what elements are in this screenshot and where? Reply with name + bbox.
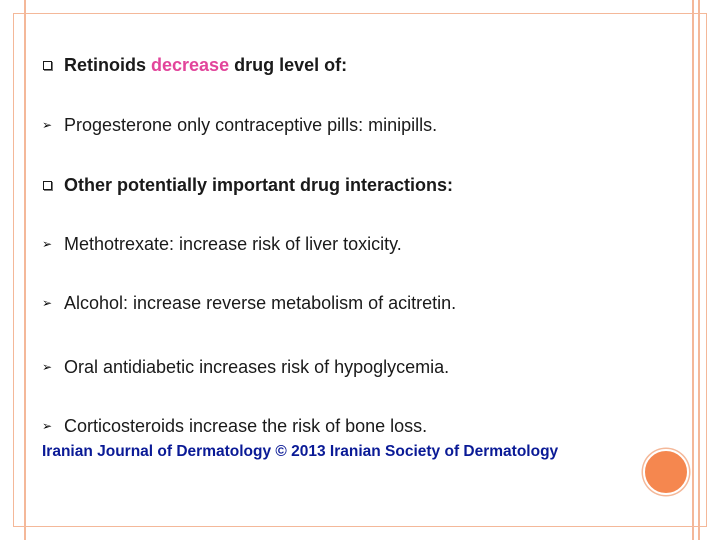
list-item	[42, 413, 427, 439]
arrow-bullet-icon: ➢	[42, 118, 53, 132]
list-item-text: Alcohol: increase reverse metabolism of acitretin.	[64, 292, 457, 313]
arrow-bullet-icon: ➢	[42, 419, 53, 433]
list-item-text: Methotrexate: increase risk of liver toxicity.	[64, 233, 402, 254]
list-item	[42, 354, 449, 380]
square-bullet-icon	[42, 61, 64, 70]
list-item	[42, 172, 453, 198]
list-item-text: Retinoids decrease drug level of:	[64, 54, 348, 75]
list-item-text: Oral antidiabetic increases risk of hypoglycemia.	[64, 356, 450, 377]
citation-text: Iranian Journal of Dermatology © 2013 Iranian Society of Dermatology	[42, 443, 559, 460]
list-item-text: Other potentially important drug interactions:	[64, 174, 454, 195]
list-item-text: Corticosteroids increase the risk of bone loss.	[64, 415, 428, 436]
arrow-bullet-icon: ➢	[42, 296, 53, 310]
list-item	[42, 290, 456, 316]
arrow-bullet-icon: ➢	[42, 237, 53, 251]
list-item-text: Progesterone only contraceptive pills: minipills.	[64, 114, 438, 135]
list-item	[42, 52, 347, 78]
arrow-bullet-icon: ➢	[42, 360, 53, 374]
square-bullet-icon	[42, 181, 64, 190]
list-item	[42, 112, 437, 138]
highlight-text: decrease	[151, 54, 230, 75]
list-item	[42, 231, 402, 257]
